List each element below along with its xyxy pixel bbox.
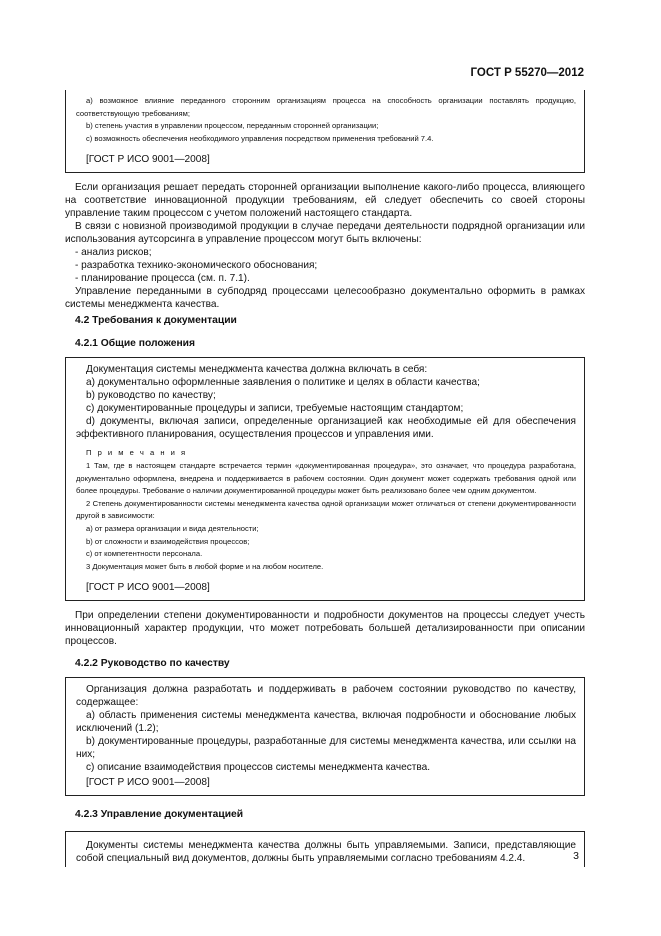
list-item: - разработка технико-экономического обоснования; bbox=[75, 260, 318, 272]
quoted-box-quality-manual bbox=[65, 677, 585, 796]
box1-reference: [ГОСТ Р ИСО 9001—2008] bbox=[86, 154, 210, 166]
box3-item-b: b) документированные процедуры, разработанные для системы менеджмента качества, или ссылки на них; bbox=[76, 736, 576, 761]
notes-title: П р и м е ч а н и я bbox=[86, 448, 188, 458]
note-2: 2 Степень документированности системы менеджмента качества одной организации может отличаться от степени документированности другой в зависимости: bbox=[76, 498, 576, 521]
quoted-box-document-control bbox=[65, 831, 585, 867]
note-1: 1 Там, где в настоящем стандарте встречается термин «документированная процедура», это означает, что процедура разработана, документально оформлена, внедрена и поддерживается в рабочем состоянии. Один документ может содержать требования одной или более процедуры. Требование о наличии документированной процедуры может быть реализовано более чем одним документом. bbox=[76, 460, 576, 496]
paragraph: Если организация решает передать сторонней организации выполнение какого-либо процесса, влияющего на соответствие инновационной продукции требованиям, ей следует обеспечить со своей стороны управление таким процессом с учетом положений настоящего стандарта. bbox=[65, 182, 585, 220]
box2-item-d: d) документы, включая записи, определенные организацией как необходимые ей для обеспечения эффективного планирования, осуществления процессов и управления ими. bbox=[76, 416, 576, 441]
document-code: ГОСТ Р 55270—2012 bbox=[470, 67, 584, 79]
note-2-item-c: с) от компетентности персонала. bbox=[86, 549, 203, 559]
note-3: 3 Документация может быть в любой форме и на любом носителе. bbox=[86, 561, 324, 571]
list-item: - планирование процесса (см. п. 7.1). bbox=[75, 273, 250, 285]
paragraph: Управление переданными в субподряд процессами целесообразно документально оформить в рамках системы менеджмента качества. bbox=[65, 286, 585, 311]
box3-lead: Организация должна разработать и поддерживать в рабочем состоянии руководство по качеству, содержащее: bbox=[76, 684, 576, 709]
box3-item-c: с) описание взаимодействия процессов системы менеджмента качества. bbox=[86, 762, 431, 774]
box1-item-c: с) возможность обеспечения необходимого управления посредством применения требований 7.4. bbox=[86, 133, 434, 143]
note-2-item-b: b) от сложности и взаимодействия процессов; bbox=[86, 536, 250, 546]
list-item: - анализ рисков; bbox=[75, 247, 152, 259]
box2-reference: [ГОСТ Р ИСО 9001—2008] bbox=[86, 582, 210, 594]
box2-item-b: b) руководство по качеству; bbox=[86, 390, 216, 402]
outsourcing-text bbox=[65, 173, 585, 311]
note-2-item-a: а) от размера организации и вида деятельности; bbox=[86, 523, 259, 533]
box1-item-b: b) степень участия в управлении процессом, переданным сторонней организации; bbox=[86, 121, 379, 131]
box3-reference: [ГОСТ Р ИСО 9001—2008] bbox=[86, 777, 210, 789]
heading-4-2: 4.2 Требования к документации bbox=[75, 315, 237, 327]
paragraph: При определении степени документированности и подробности документов на процессы следует учесть инновационный характер продукции, что может потребовать большей детализированности при описании процессов. bbox=[65, 610, 585, 648]
paragraph: В связи с новизной производимой продукции в случае передачи деятельности подрядной организации или использования аутсорсинга в управление процессом могут быть включены: bbox=[65, 221, 585, 246]
page-content bbox=[65, 90, 585, 867]
box1-item-a: а) возможное влияние переданного сторонним организациям процесса на способность организации поставлять продукцию, соответствующую требованиям; bbox=[76, 96, 576, 118]
heading-4-2-1: 4.2.1 Общие положения bbox=[75, 338, 195, 350]
box3-item-a: а) область применения системы менеджмента качества, включая подробности и обоснование любых исключений (1.2); bbox=[76, 710, 576, 735]
box2-lead: Документация системы менеджмента качества должна включать в себя: bbox=[86, 364, 428, 376]
heading-4-2-2: 4.2.2 Руководство по качеству bbox=[75, 658, 230, 670]
heading-4-2-3: 4.2.3 Управление документацией bbox=[75, 809, 244, 821]
documentation-text bbox=[65, 601, 585, 648]
box2-item-a: а) документально оформленные заявления о политике и целях в области качества; bbox=[86, 377, 480, 389]
box2-item-c: с) документированные процедуры и записи, требуемые настоящим стандартом; bbox=[86, 403, 464, 415]
box4-text: Документы системы менеджмента качества должны быть управляемыми. Записи, представляющие собой специальный вид документов, должны быть управляемыми согласно требованиям 4.2.4. bbox=[76, 840, 576, 865]
quoted-box-documentation bbox=[65, 357, 585, 601]
page-number: 3 bbox=[573, 850, 579, 862]
quoted-box-outsourcing bbox=[65, 90, 585, 173]
